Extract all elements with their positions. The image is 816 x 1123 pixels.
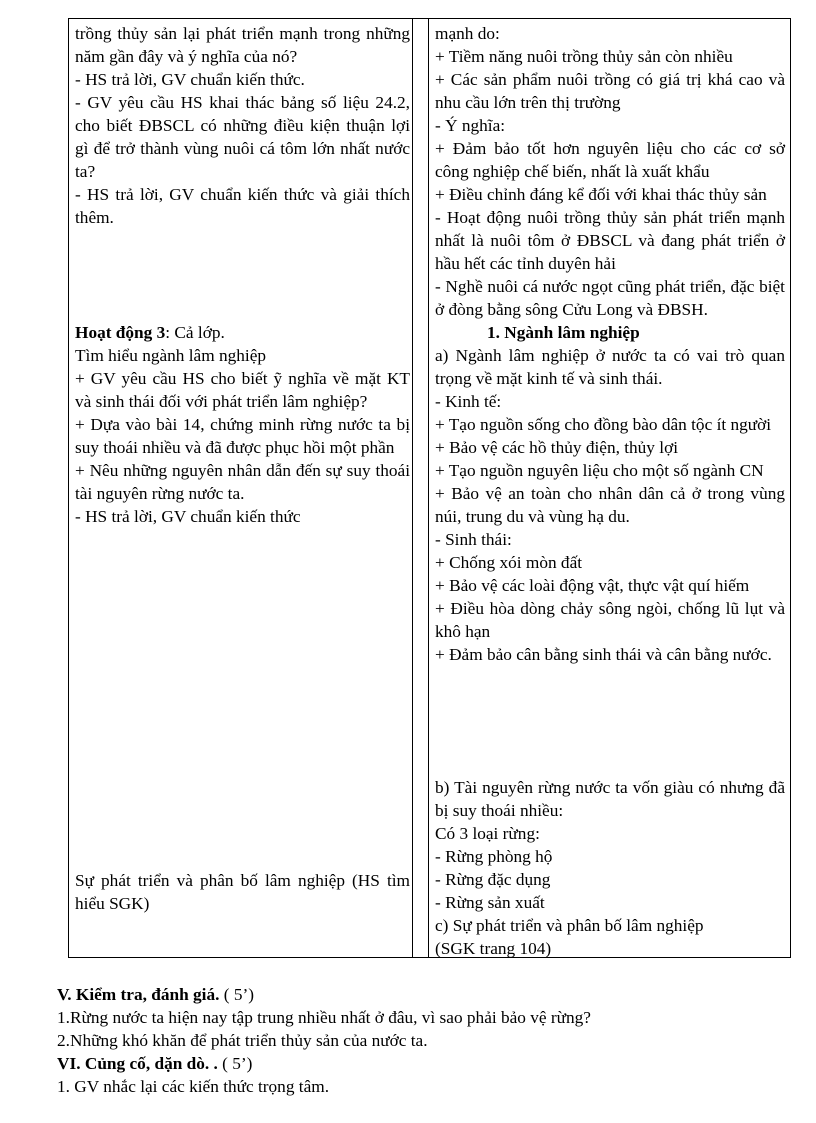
right-paragraph: - Hoạt động nuôi trồng thủy sản phát triển mạnh nhất là nuôi tôm ở ĐBSCL và đang phát triển ở hầu hết các tỉnh duyên hải — [435, 208, 785, 273]
activity-3-label: Hoạt động 3 — [75, 323, 166, 342]
left-paragraph: - HS trả lời, GV chuẩn kiến thức — [75, 507, 301, 526]
section-5-time: ( 5’) — [219, 985, 254, 1004]
section-5-title: V. Kiểm tra, đánh giá. — [57, 985, 220, 1004]
right-paragraph: a) Ngành lâm nghiệp ở nước ta có vai trò quan trọng về mặt kinh tế và sinh thái. — [435, 346, 785, 388]
right-paragraph: + Bảo vệ các loài động vật, thực vật quí hiếm — [435, 576, 750, 595]
section-6-title: VI. Củng cố, dặn dò. . — [57, 1054, 218, 1073]
left-paragraph: - HS trả lời, GV chuẩn kiến thức và giải thích thêm. — [75, 185, 410, 227]
section-5-title-line — [57, 983, 797, 1006]
right-paragraph: - Sinh thái: — [435, 530, 512, 549]
assessment-question: 2.Những khó khăn để phát triển thủy sản của nước ta. — [57, 1031, 428, 1050]
right-paragraph: + Tạo nguồn sống cho đồng bào dân tộc ít người — [435, 415, 772, 434]
right-paragraph: + Điều hòa dòng chảy sông ngòi, chống lũ lụt và khô hạn — [435, 599, 785, 641]
right-paragraph: + Đảm bảo tốt hơn nguyên liệu cho các cơ sở công nghiệp chế biến, nhất là xuất khẩu — [435, 139, 785, 181]
right-paragraph: b) Tài nguyên rừng nước ta vốn giàu có nhưng đã bị suy thoái nhiều: — [435, 778, 785, 820]
left-paragraph: - HS trả lời, GV chuẩn kiến thức. — [75, 70, 305, 89]
section-assessment — [57, 983, 797, 1098]
right-paragraph: c) Sự phát triển và phân bố lâm nghiệp — [435, 916, 704, 935]
right-paragraph: + Điều chỉnh đáng kể đối với khai thác thủy sản — [435, 185, 767, 204]
review-item: 1. GV nhắc lại các kiến thức trọng tâm. — [57, 1077, 330, 1096]
right-paragraph: + Bảo vệ an toàn cho nhân dân cả ở trong vùng núi, trung du và vùng hạ du. — [435, 484, 785, 526]
left-paragraph: - GV yêu cầu HS khai thác bảng số liệu 24.2, cho biết ĐBSCL có những điều kiện thuận lợi gì để trở thành vùng nuôi cá tôm lớn nhất nước ta? — [75, 93, 410, 181]
column-divider — [412, 19, 413, 957]
right-paragraph: - Rừng phòng hộ — [435, 847, 553, 866]
lesson-table — [68, 18, 791, 958]
section-heading-forestry: 1. Ngành lâm nghiệp — [487, 323, 640, 342]
right-paragraph: (SGK trang 104) — [435, 939, 552, 958]
left-block-1 — [75, 22, 410, 229]
activity-3-line — [75, 321, 410, 344]
right-paragraph: - Kinh tế: — [435, 392, 502, 411]
column-divider — [428, 19, 429, 957]
section-6-title-line — [57, 1052, 797, 1075]
right-paragraph: mạnh do: — [435, 24, 500, 43]
left-paragraph: Tìm hiểu ngành lâm nghiệp — [75, 346, 267, 365]
left-paragraph: + Nêu những nguyên nhân dẫn đến sự suy thoái tài nguyên rừng nước ta. — [75, 461, 410, 503]
right-paragraph: - Rừng đặc dụng — [435, 870, 551, 889]
right-block-3 — [435, 776, 785, 960]
right-paragraph: + Đảm bảo cân bằng sinh thái và cân bằng nước. — [435, 645, 772, 664]
right-paragraph: + Các sản phẩm nuôi trồng có giá trị khá cao và nhu cầu lớn trên thị trường — [435, 70, 785, 112]
section-6-time: ( 5’) — [217, 1054, 253, 1073]
right-paragraph: + Bảo vệ các hồ thủy điện, thủy lợi — [435, 438, 679, 457]
left-paragraph: Sự phát triển và phân bố lâm nghiệp (HS tìm hiểu SGK) — [75, 871, 410, 913]
right-paragraph: + Chống xói mòn đất — [435, 553, 583, 572]
right-paragraph: - Rừng sản xuất — [435, 893, 545, 912]
right-paragraph: - Nghề nuôi cá nước ngọt cũng phát triển, đặc biệt ở đòng bằng sông Cửu Long và ĐBSH. — [435, 277, 785, 319]
right-block-1 — [435, 22, 785, 666]
left-paragraph: trồng thủy sản lại phát triển mạnh trong những năm gần đây và ý nghĩa của nó? — [75, 24, 410, 66]
right-paragraph: + Tạo nguồn nguyên liệu cho một số ngành CN — [435, 461, 764, 480]
left-block-2 — [75, 321, 410, 528]
activity-3-rest: : Cả lớp. — [165, 323, 225, 342]
assessment-question: 1.Rừng nước ta hiện nay tập trung nhiều nhất ở đâu, vì sao phải bảo vệ rừng? — [57, 1008, 591, 1027]
right-paragraph: + Tiềm năng nuôi trồng thủy sản còn nhiều — [435, 47, 733, 66]
left-paragraph: + Dựa vào bài 14, chứng minh rừng nước ta bị suy thoái nhiều và đã được phục hồi một phần — [75, 415, 410, 457]
left-block-3 — [75, 869, 410, 915]
right-paragraph: - Ý nghĩa: — [435, 116, 506, 135]
left-paragraph: + GV yêu cầu HS cho biết ỹ nghĩa về mặt KT và sinh thái đối với phát triển lâm nghiệp? — [75, 369, 410, 411]
right-paragraph: Có 3 loại rừng: — [435, 824, 540, 843]
